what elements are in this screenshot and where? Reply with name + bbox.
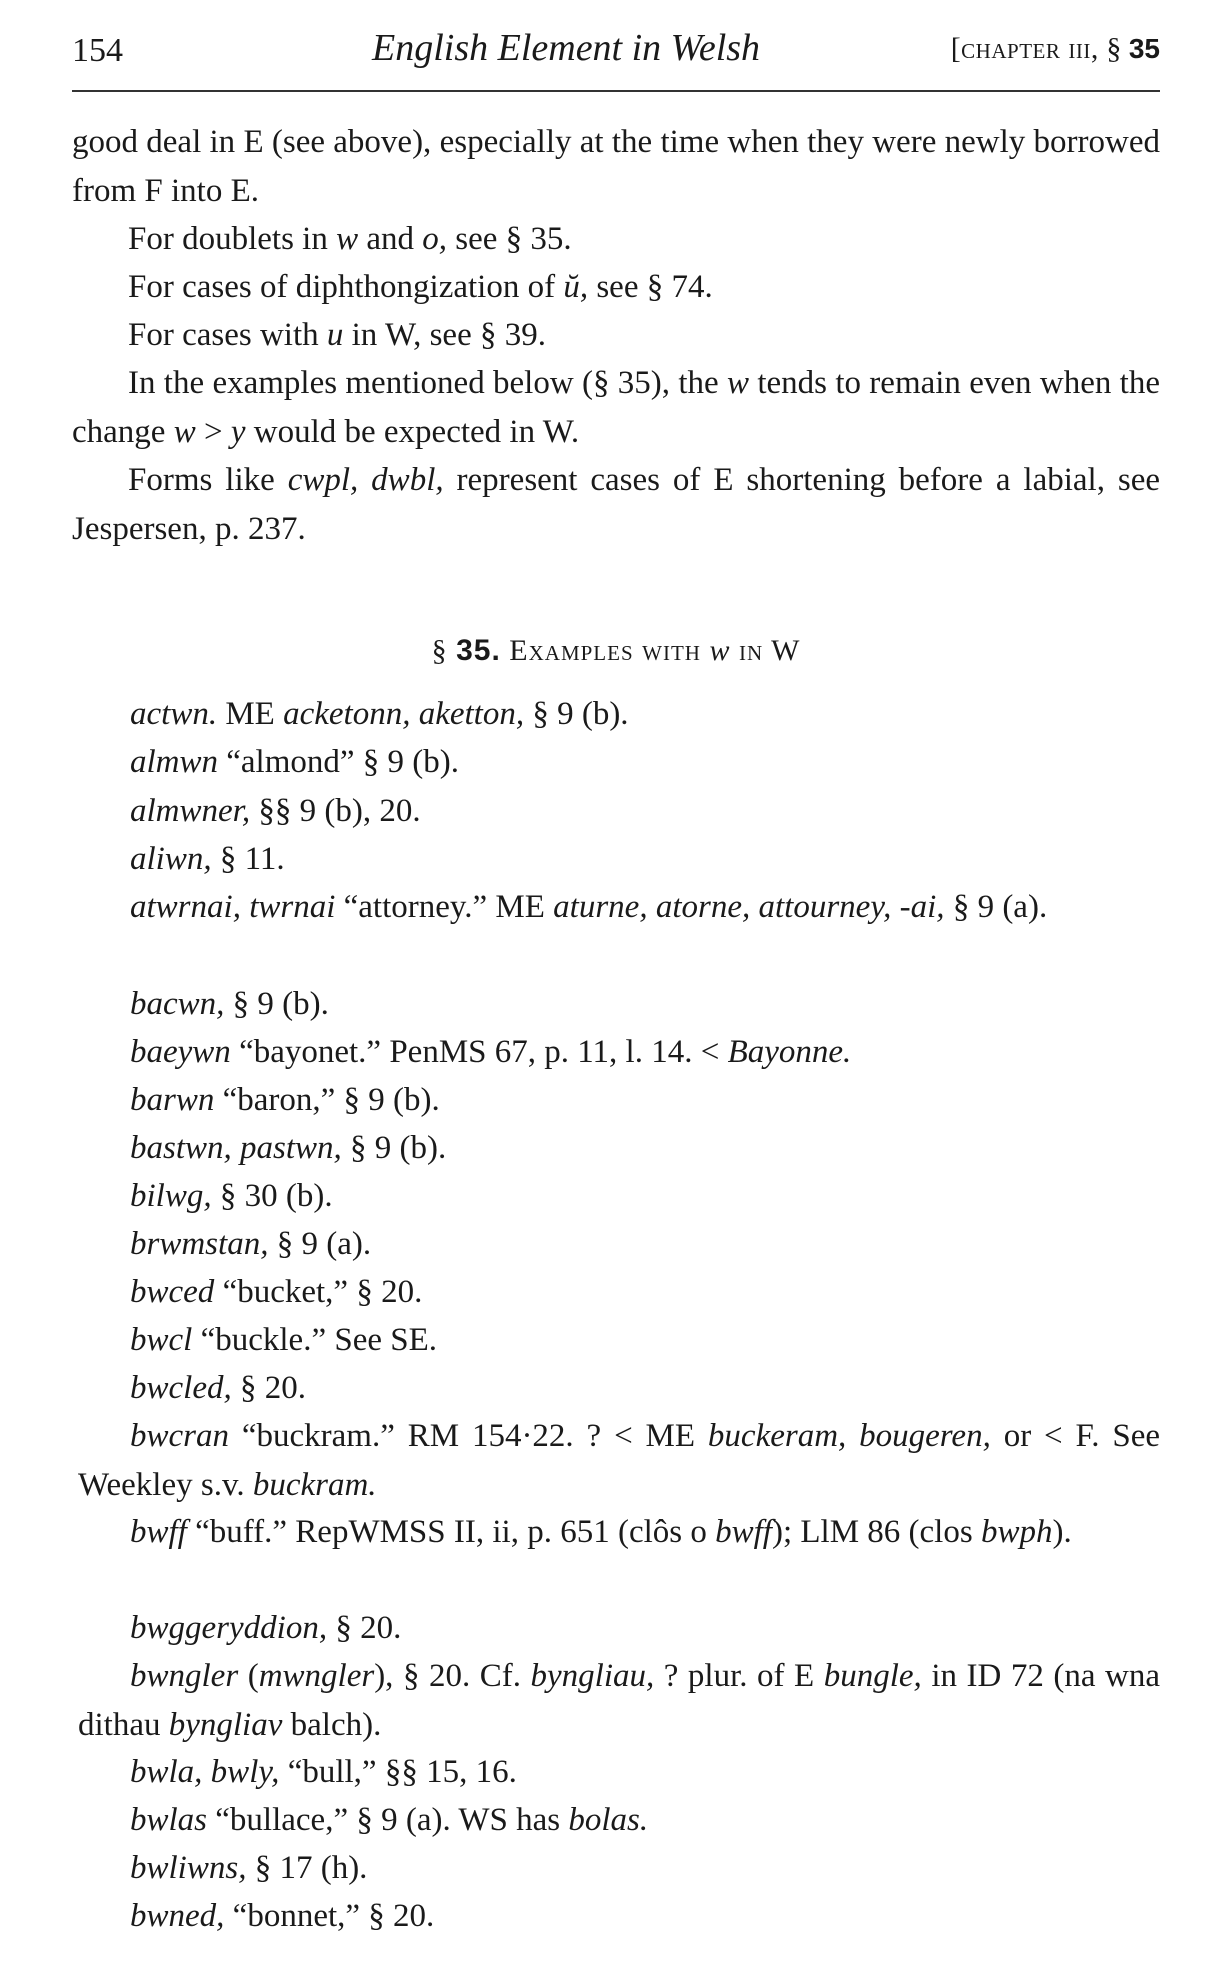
glossary-entry bbox=[78, 1412, 1160, 1509]
header-section-number: 35 bbox=[1128, 33, 1160, 64]
italic-text: acketonn, aketton, bbox=[283, 696, 525, 732]
italic-text: bwned, bbox=[130, 1898, 225, 1934]
text-run: “buff.” RepWMSS II, ii, p. 651 (clôs o bbox=[186, 1514, 716, 1550]
text-run: “bayonet.” PenMS 67, p. 11, l. 14. < bbox=[230, 1034, 728, 1070]
italic-text: byngliav bbox=[168, 1706, 283, 1743]
glossary-entry bbox=[78, 1604, 1160, 1653]
text-run: “baron,” § 9 (b). bbox=[214, 1082, 440, 1118]
glossary-entry bbox=[78, 1172, 1160, 1221]
section-heading-w: w bbox=[709, 634, 731, 667]
page-number: 154 bbox=[72, 32, 123, 69]
glossary-entry bbox=[78, 787, 1160, 836]
text-run: § 30 (b). bbox=[211, 1178, 333, 1214]
text-run: ( bbox=[238, 1658, 259, 1694]
text-run: § 9 (a). bbox=[944, 889, 1048, 925]
glossary-entry bbox=[78, 883, 1160, 932]
glossary-entry bbox=[78, 1268, 1160, 1317]
text-run: represent cases of E shortening before a labial, see Jespersen, p. 237. bbox=[72, 462, 1161, 547]
italic-text: aturne, atorne, attourney, -ai, bbox=[553, 889, 945, 925]
italic-text: w bbox=[173, 413, 196, 450]
text-run: “buckle.” See SE. bbox=[192, 1322, 437, 1358]
glossary-entry bbox=[78, 1844, 1160, 1893]
italic-text: Bayonne. bbox=[727, 1034, 852, 1070]
text-run: ). bbox=[1052, 1514, 1072, 1550]
italic-text: bwlas bbox=[130, 1802, 208, 1838]
glossary-entry bbox=[78, 1028, 1160, 1077]
glossary-entry bbox=[78, 1316, 1160, 1365]
text-run: tends to remain even when the change bbox=[72, 365, 1160, 450]
text-run: ), § 20. Cf. bbox=[374, 1658, 531, 1694]
italic-text: buckeram, bougeren, bbox=[707, 1418, 991, 1454]
text-run: “bullace,” § 9 (a). WS has bbox=[207, 1802, 569, 1838]
text-run: § 17 (h). bbox=[246, 1850, 368, 1886]
text-run: see § 35. bbox=[447, 221, 572, 257]
text-run: ME bbox=[217, 696, 284, 732]
italic-text: u bbox=[326, 317, 344, 353]
text-run: balch). bbox=[282, 1706, 382, 1743]
italic-text: barwn bbox=[130, 1082, 215, 1118]
text-run: For cases of diphthongization of bbox=[128, 269, 564, 305]
italic-text: ŭ, bbox=[563, 269, 589, 305]
section-heading-sign: § bbox=[431, 634, 448, 667]
text-run: Forms like bbox=[128, 462, 288, 498]
italic-text: almwn bbox=[130, 744, 219, 780]
text-run: ? plur. of E bbox=[654, 1658, 824, 1694]
running-title: English Element in Welsh bbox=[372, 27, 761, 69]
intro-paragraph bbox=[72, 311, 1160, 360]
italic-text: byngliau, bbox=[530, 1658, 655, 1694]
header-section-sign: § bbox=[1106, 32, 1122, 65]
glossary-entry bbox=[78, 1076, 1160, 1125]
glossary-entry bbox=[78, 1124, 1160, 1173]
glossary-entry bbox=[78, 1220, 1160, 1269]
text-run: “buckram.” RM 154·22. ? < ME bbox=[229, 1418, 708, 1454]
intro-paragraph bbox=[72, 456, 1160, 553]
italic-text: almwner, bbox=[130, 793, 251, 829]
italic-text: baeywn bbox=[130, 1034, 231, 1070]
glossary-entry bbox=[78, 980, 1160, 1029]
text-run: “bull,” §§ 15, 16. bbox=[279, 1754, 517, 1790]
glossary-entry bbox=[78, 1652, 1160, 1749]
text-run: For doublets in bbox=[128, 221, 337, 257]
italic-text: cwpl, dwbl, bbox=[287, 462, 444, 498]
italic-text: bwggeryddion, bbox=[130, 1610, 328, 1646]
italic-text: bolas. bbox=[568, 1802, 649, 1838]
text-run: “bonnet,” § 20. bbox=[224, 1898, 435, 1934]
intro-paragraph bbox=[72, 263, 1160, 312]
glossary-entry bbox=[78, 1748, 1160, 1797]
text-run: ); LlM 86 (clos bbox=[771, 1514, 981, 1550]
glossary-entry bbox=[78, 738, 1160, 787]
italic-text: atwrnai, twrnai bbox=[130, 889, 336, 925]
italic-text: bwcl bbox=[130, 1322, 193, 1358]
glossary-entry bbox=[78, 1364, 1160, 1413]
text-run: would be expected in W. bbox=[245, 413, 580, 450]
text-run: or < F. See Weekley s.v. bbox=[78, 1418, 1160, 1503]
text-run: § 9 (b). bbox=[224, 986, 329, 1022]
text-run: “attorney.” ME bbox=[335, 889, 554, 925]
italic-text: bwff bbox=[130, 1514, 187, 1550]
glossary-entry bbox=[78, 835, 1160, 884]
italic-text: aliwn, bbox=[130, 841, 212, 877]
italic-text: brwmstan, bbox=[130, 1226, 269, 1262]
italic-text: buckram. bbox=[252, 1466, 377, 1503]
text-run: “bucket,” § 20. bbox=[214, 1274, 423, 1310]
text-run: § 9 (b). bbox=[524, 696, 629, 732]
italic-text: bwced bbox=[130, 1274, 215, 1310]
glossary-entry bbox=[78, 1508, 1160, 1557]
section-heading-number: 35. bbox=[456, 634, 501, 667]
text-run: “almond” § 9 (b). bbox=[218, 744, 460, 780]
text-run: good deal in E (see above), especially at the time when they were newly borrowed from F into E. bbox=[72, 124, 1160, 209]
italic-text: o, bbox=[422, 221, 448, 257]
italic-text: actwn. bbox=[130, 696, 218, 732]
italic-text: bwla, bwly, bbox=[130, 1754, 280, 1790]
italic-text: bastwn, pastwn, bbox=[130, 1130, 342, 1166]
italic-text: mwngler bbox=[258, 1658, 375, 1694]
italic-text: w bbox=[336, 221, 359, 257]
italic-text: bwcled, bbox=[130, 1370, 232, 1406]
italic-text: bwph bbox=[980, 1514, 1053, 1550]
text-run: § 11. bbox=[211, 841, 285, 877]
text-run: see § 74. bbox=[588, 269, 713, 305]
italic-text: bwcran bbox=[130, 1418, 229, 1454]
text-run: In the examples mentioned below (§ 35), the bbox=[128, 365, 727, 401]
text-run: § 9 (b). bbox=[341, 1130, 447, 1166]
text-run: § 9 (a). bbox=[268, 1226, 372, 1262]
text-run: and bbox=[358, 221, 423, 257]
text-run: in W, see § 39. bbox=[343, 317, 546, 353]
text-run: § 20. bbox=[231, 1370, 306, 1406]
intro-paragraph bbox=[72, 359, 1160, 456]
section-heading-text: Examples with bbox=[509, 634, 701, 667]
italic-text: bwff bbox=[715, 1514, 772, 1550]
italic-text: w bbox=[727, 365, 750, 401]
running-header bbox=[72, 26, 1160, 74]
italic-text: bacwn, bbox=[130, 986, 225, 1022]
italic-text: bwngler bbox=[130, 1658, 239, 1694]
text-run: §§ 9 (b), 20. bbox=[250, 793, 421, 829]
section-heading-tail: in W bbox=[738, 634, 801, 667]
intro-paragraph bbox=[72, 118, 1160, 215]
text-run: For cases with bbox=[128, 317, 327, 353]
italic-text: bwliwns, bbox=[130, 1850, 247, 1886]
italic-text: bungle, bbox=[823, 1658, 922, 1694]
italic-text: y bbox=[230, 413, 246, 450]
text-run: § 20. bbox=[327, 1610, 402, 1646]
intro-paragraph bbox=[72, 215, 1160, 264]
glossary-entry bbox=[78, 1892, 1160, 1941]
glossary-entry bbox=[78, 1796, 1160, 1845]
text-run: in ID 72 (na wna dithau bbox=[78, 1658, 1160, 1743]
chapter-reference bbox=[951, 32, 1160, 66]
section-heading bbox=[72, 634, 1160, 668]
glossary-entry bbox=[78, 690, 1160, 739]
chapter-label: [chapter iii, bbox=[950, 32, 1099, 65]
italic-text: bilwg, bbox=[130, 1178, 212, 1214]
text-run: > bbox=[195, 413, 231, 450]
header-rule bbox=[72, 90, 1160, 92]
